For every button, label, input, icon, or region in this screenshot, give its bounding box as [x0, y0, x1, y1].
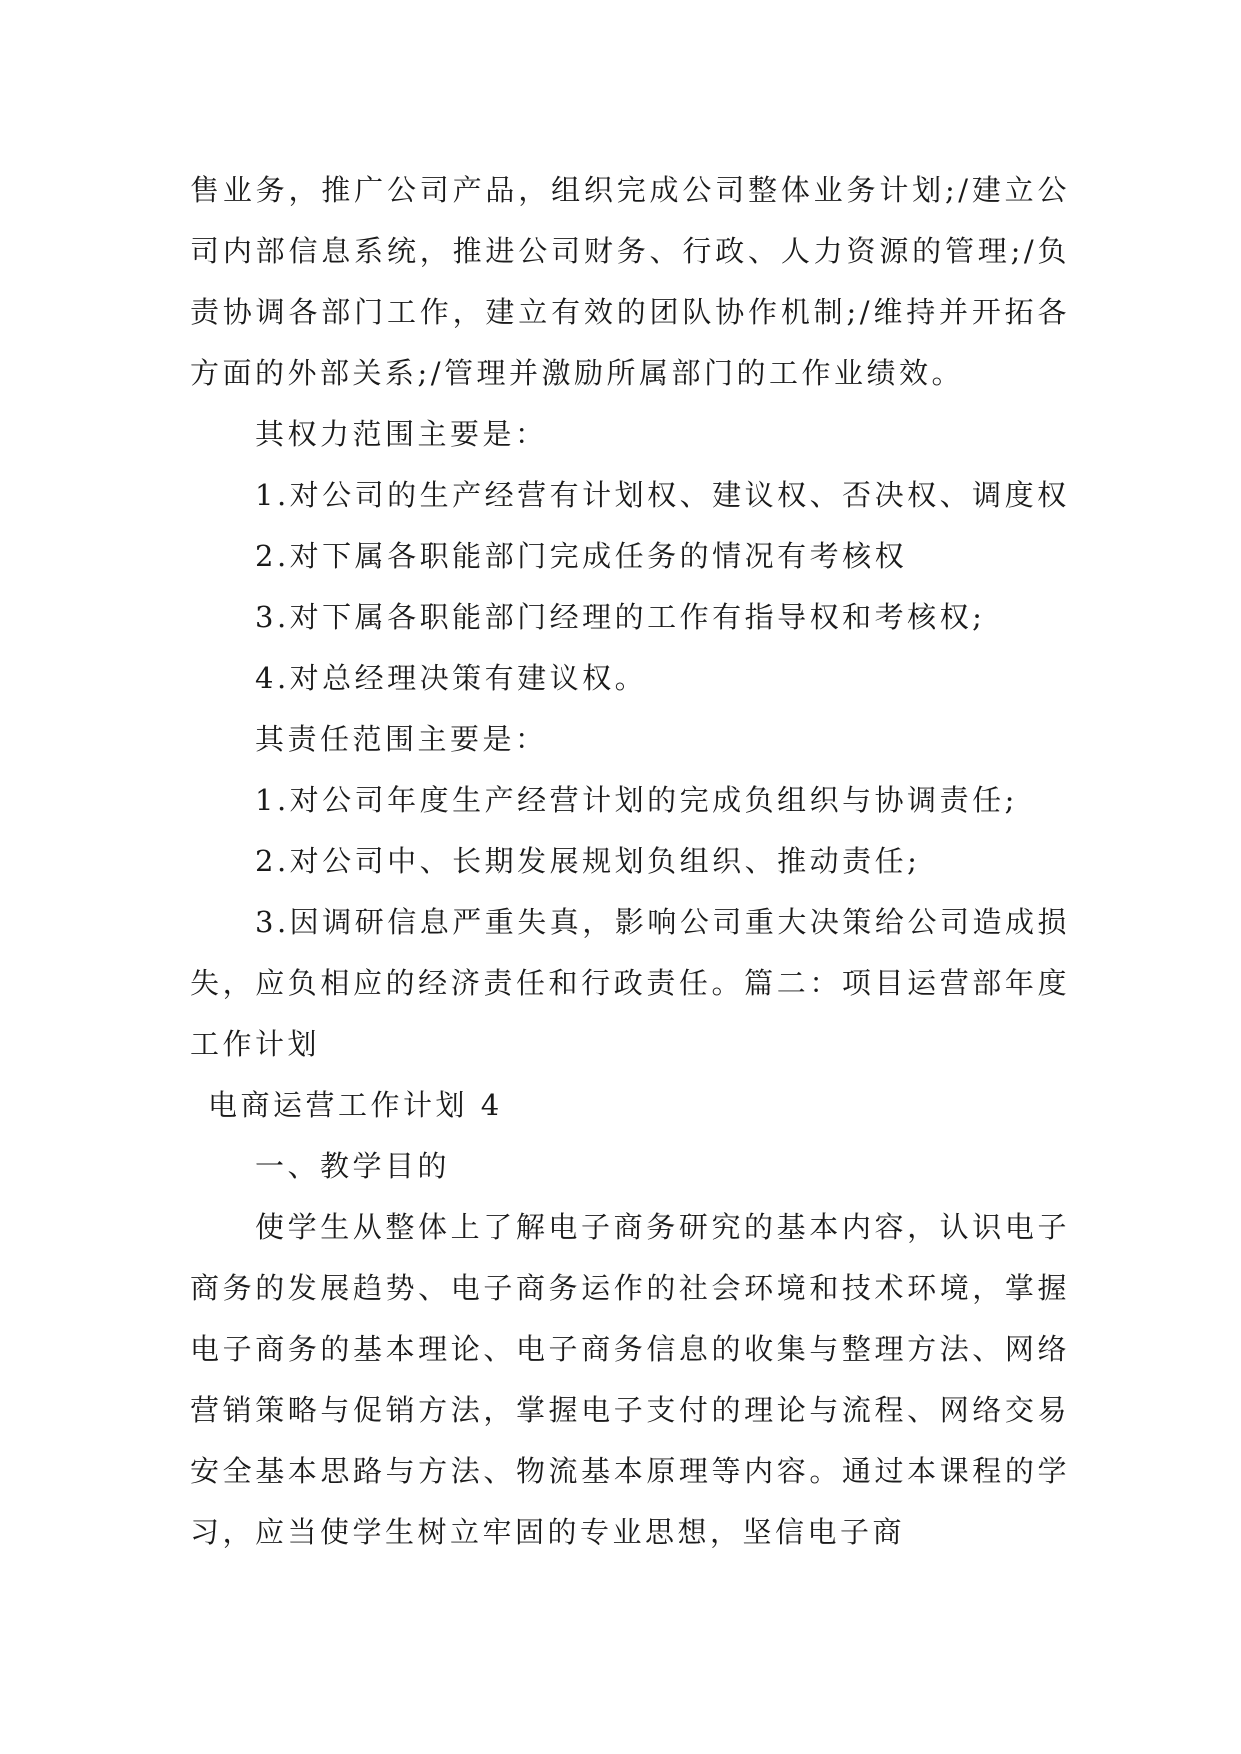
paragraph-authority-heading: 其权力范围主要是： — [255, 417, 548, 451]
section-title: 电商运营工作计划 4 — [208, 1088, 503, 1122]
paragraph-responsibility-heading: 其责任范围主要是： — [255, 722, 548, 756]
paragraph-authority-1: 1.对公司的生产经营有计划权、建议权、否决权、调度权 — [255, 478, 1070, 512]
subsection-heading: 一、教学目的 — [255, 1149, 451, 1183]
paragraph-responsibility-2: 2.对公司中、长期发展规划负组织、推动责任; — [255, 844, 921, 878]
paragraph-teaching-goal: 使学生从整体上了解电子商务研究的基本内容，认识电子商务的发展趋势、电子商务运作的社会环境和技术环境，掌握电子商务的基本理论、电子商务信息的收集与整理方法、网络营销策略与促销方法，掌握电子支付的理论与流程、网络交易安全基本思路与方法、物流基本原理等内容。通过本课程的学习，应当使学生树立牢固的专业思想，坚信电子商 — [190, 1210, 1070, 1549]
document-body — [190, 160, 1070, 1563]
paragraph-authority-4: 4.对总经理决策有建议权。 — [255, 661, 648, 695]
paragraph-duties: 售业务，推广公司产品，组织完成公司整体业务计划;/建立公司内部信息系统，推进公司财务、行政、人力资源的管理;/负责协调各部门工作，建立有效的团队协作机制;/维持并开拓各方面的外部关系;/管理并激励所属部门的工作业绩效。 — [190, 173, 1070, 390]
paragraph-authority-2: 2.对下属各职能部门完成任务的情况有考核权 — [255, 539, 908, 573]
paragraph-responsibility-1: 1.对公司年度生产经营计划的完成负组织与协调责任; — [255, 783, 1018, 817]
paragraph-authority-3: 3.对下属各职能部门经理的工作有指导权和考核权; — [255, 600, 986, 634]
paragraph-responsibility-3: 3.因调研信息严重失真，影响公司重大决策给公司造成损失，应负相应的经济责任和行政责任。篇二：项目运营部年度工作计划 — [190, 905, 1070, 1061]
